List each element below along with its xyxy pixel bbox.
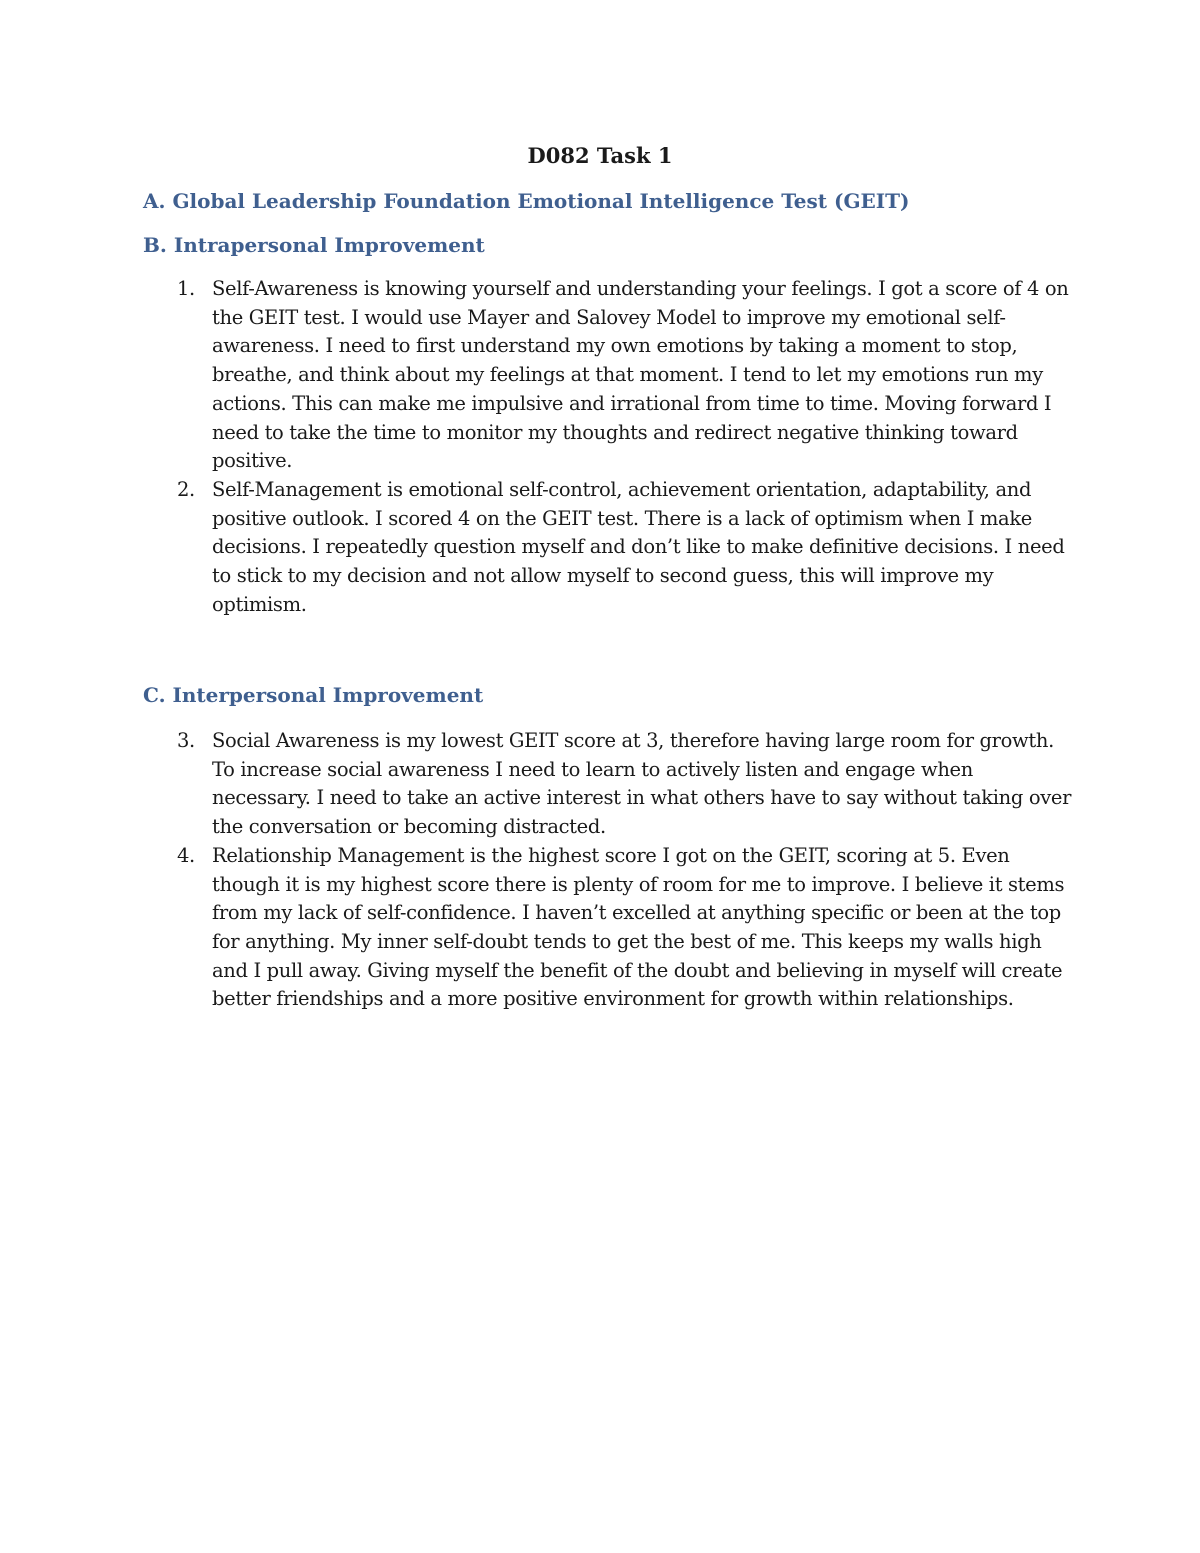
section-c-title: Interpersonal Improvement xyxy=(172,683,484,707)
list-item xyxy=(143,727,1073,842)
section-c-letter: C. xyxy=(143,683,166,707)
list-item-number: 2. xyxy=(177,477,195,501)
list-item-number: 1. xyxy=(177,277,195,300)
section-a-title: Global Leadership Foundation Emotional Intelligence Test (GEIT) xyxy=(172,189,910,213)
section-b-heading xyxy=(143,230,485,260)
list-item xyxy=(143,275,1073,476)
section-a-letter: A. xyxy=(143,189,166,213)
list-item-text: Social Awareness is my lowest GEIT score at 3, therefore having large room for growth. To increase social awareness I need to learn to actively listen and engage when necessary. I need to take an active interest in what others have to say without taking over the conversation or becoming distracted. xyxy=(212,729,1072,839)
section-b-letter: B. xyxy=(143,233,167,257)
section-a-heading xyxy=(143,186,909,216)
section-b-title: Intrapersonal Improvement xyxy=(173,233,485,257)
intrapersonal-list xyxy=(143,275,1073,619)
list-item-text: Relationship Management is the highest score I got on the GEIT, scoring at 5. Even though it is my highest score there is plenty of room for me to improve. I believe it stems from my lack of self-confidence. I haven’t excelled at anything specific or been at the top for anything. My inner self-doubt tends to get the best of me. This keeps my walls high and I pull away. Giving myself the benefit of the doubt and believing in myself will create better friendships and a more positive environment for growth within relationships. xyxy=(212,843,1065,1011)
list-item-number: 4. xyxy=(177,843,195,867)
list-item-text: Self-Awareness is knowing yourself and understanding your feelings. I got a score of 4 on the GEIT test. I would use Mayer and Salovey Model to improve my emotional self-awareness. I need to first understand my own emotions by taking a moment to stop, breathe, and think about my feelings at that moment. I tend to let my emotions run my actions. This can make me impulsive and irrational from time to time. Moving forward I need to take the time to monitor my thoughts and redirect negative thinking toward positive. xyxy=(212,277,1069,473)
list-item xyxy=(143,476,1073,620)
list-item-number: 3. xyxy=(177,729,195,752)
section-c-heading xyxy=(143,680,483,710)
document-title: D082 Task 1 xyxy=(527,143,673,168)
list-item xyxy=(143,842,1073,1014)
interpersonal-list xyxy=(143,727,1073,1014)
list-item-text: Self-Management is emotional self-control, achievement orientation, adaptability, and positive outlook. I scored 4 on the GEIT test. There is a lack of optimism when I make decisions. I repeatedly question myself and don’t like to make definitive decisions. I need to stick to my decision and not allow myself to second guess, this will improve my optimism. xyxy=(212,477,1065,616)
